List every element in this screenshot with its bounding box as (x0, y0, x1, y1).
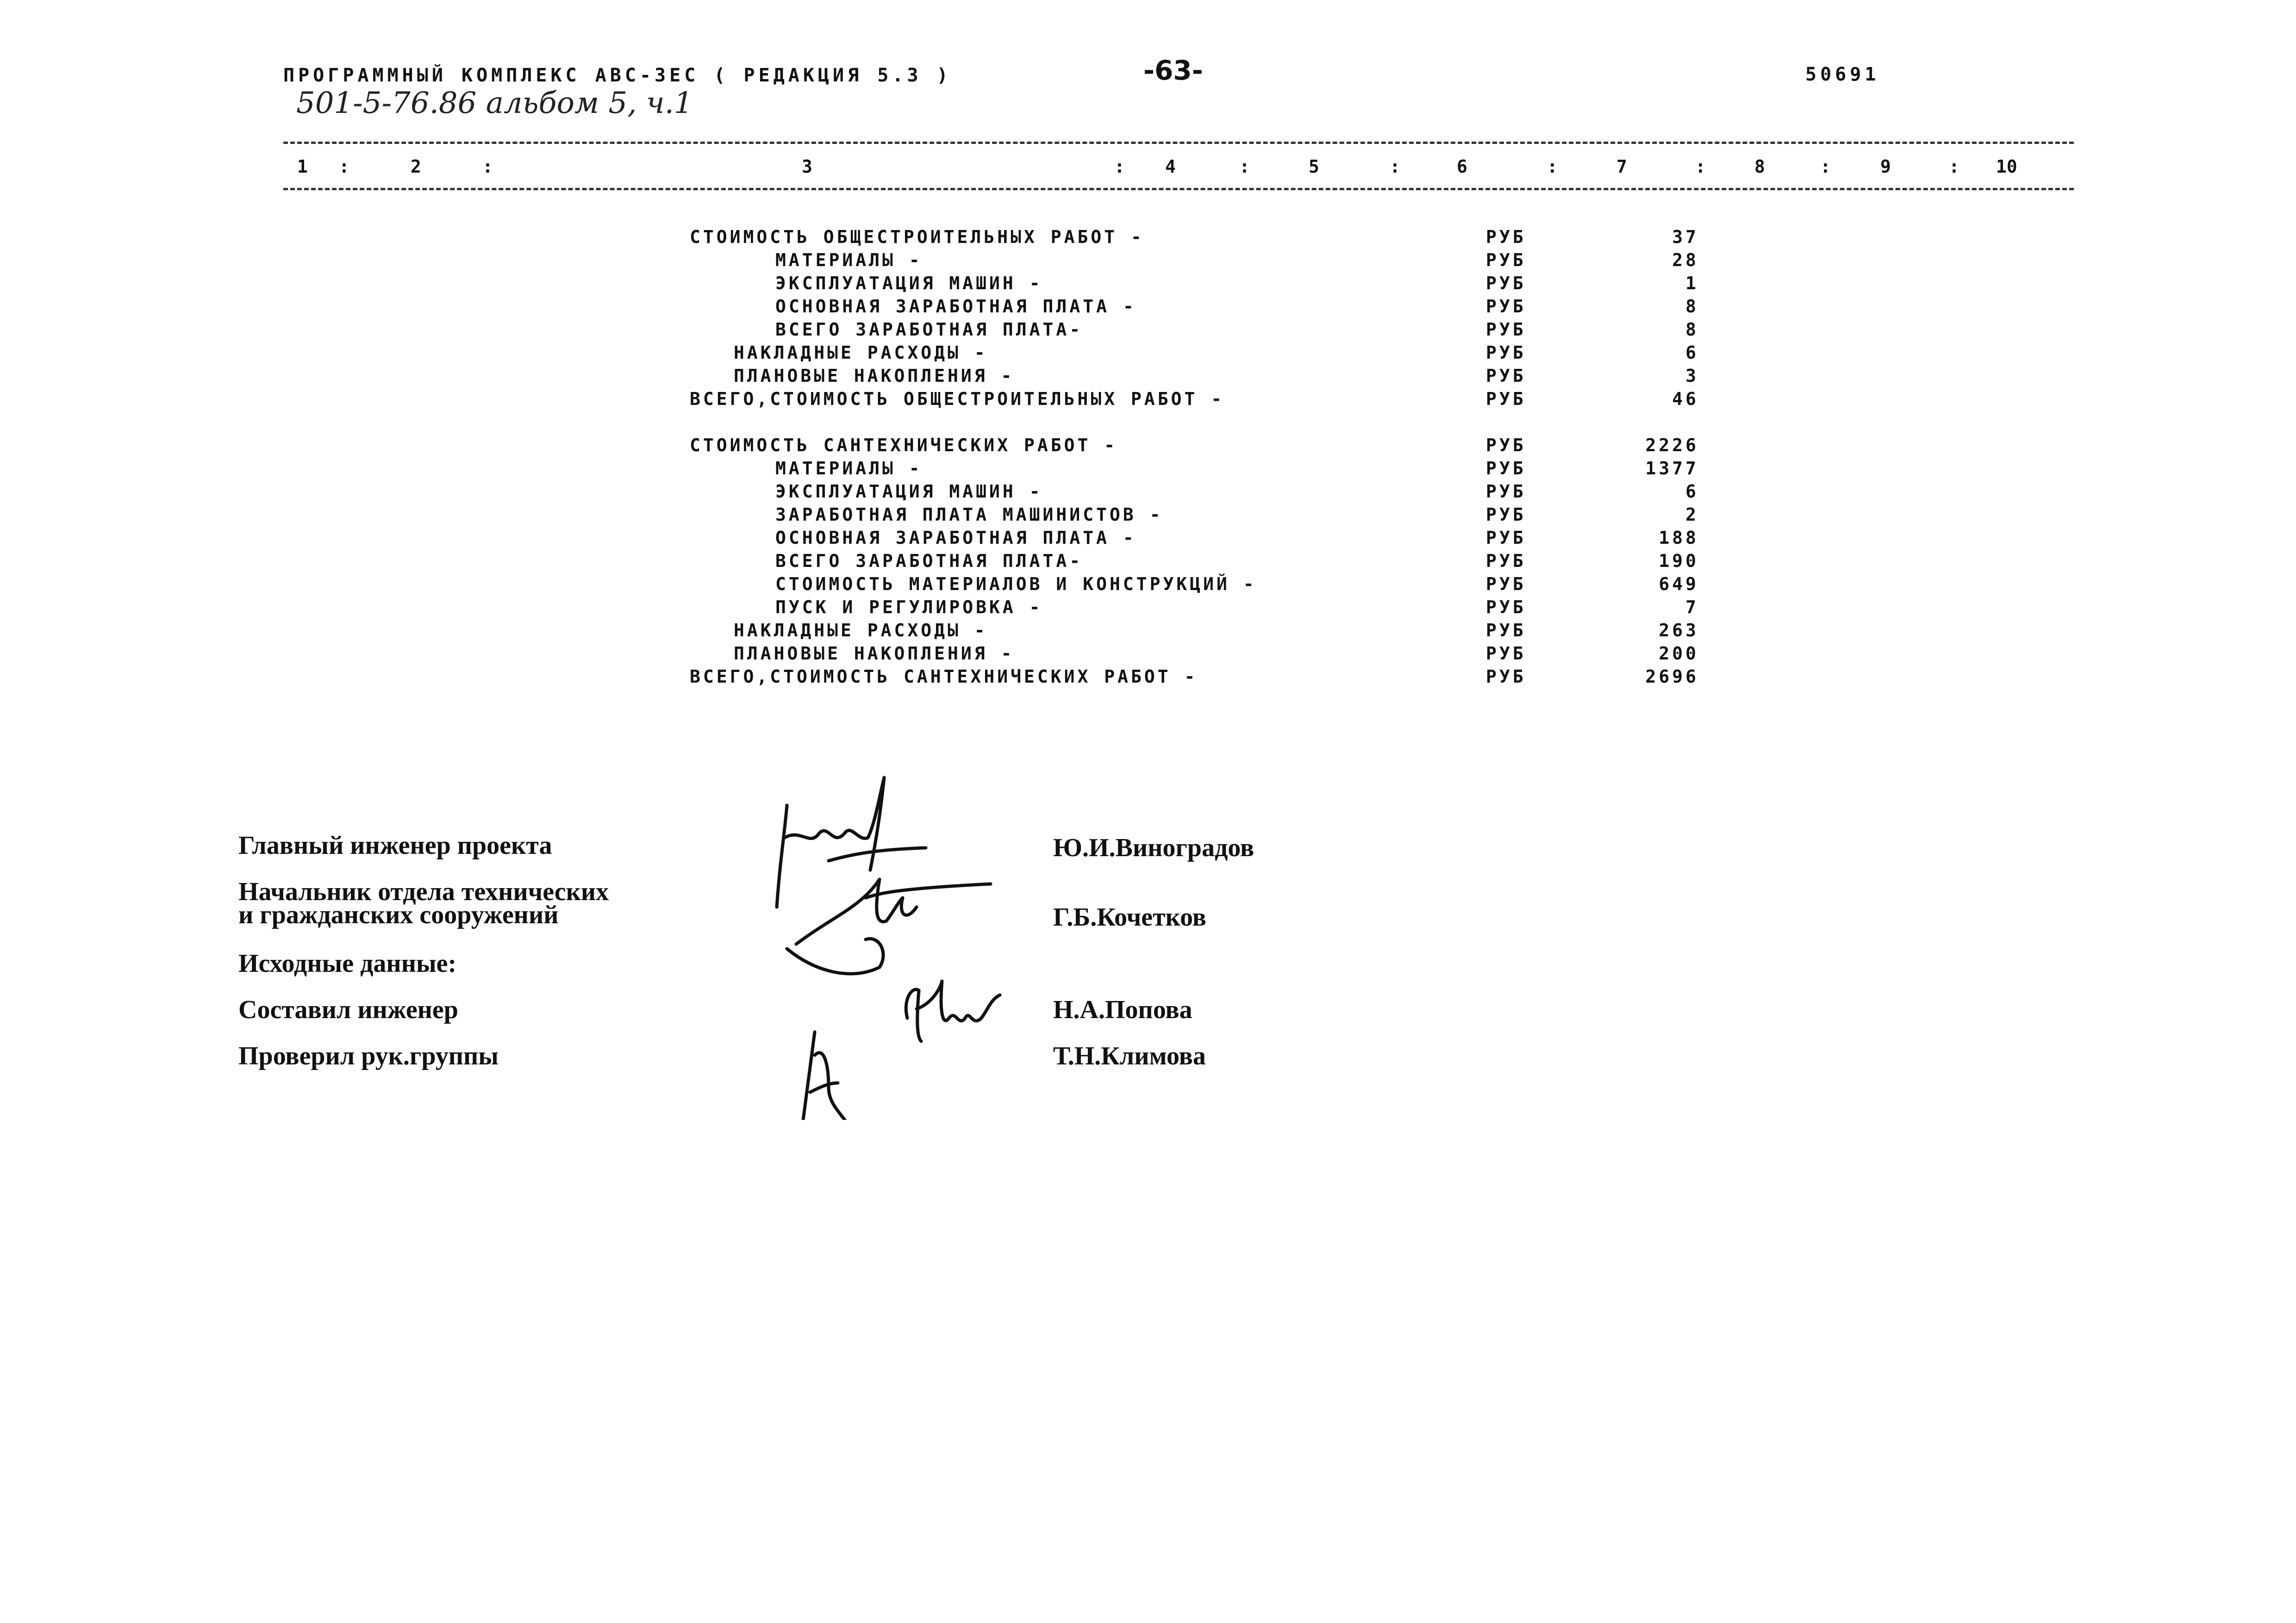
program-header: ПРОГРАММНЫЙ КОМПЛЕКС АВС-ЗЕС ( РЕДАКЦИЯ 5.3 ) (283, 65, 952, 86)
document-number: 50691 (1805, 64, 1880, 85)
col-7: 7 (1616, 156, 1627, 177)
top-dashed-rule (283, 142, 2074, 144)
signature-popova (906, 981, 1000, 1041)
compiled-by-title: Составил инженер (238, 995, 458, 1024)
column-number-header (283, 150, 2074, 178)
col-3: 3 (802, 156, 812, 177)
signature-vinogradov (777, 777, 926, 907)
col-sep: : (1695, 156, 1706, 177)
col-sep: : (1949, 156, 1959, 177)
col-4: 4 (1165, 156, 1176, 177)
col-5: 5 (1309, 156, 1319, 177)
col-10: 10 (1996, 156, 2017, 177)
col-sep: : (339, 156, 349, 177)
checked-by-title: Проверил рук.группы (238, 1042, 499, 1070)
compiled-by-name: Н.А.Попова (1053, 995, 1192, 1024)
col-1: 1 (297, 156, 308, 177)
col-sep: : (1547, 156, 1558, 177)
col-8: 8 (1754, 156, 1765, 177)
chief-engineer-name: Ю.И.Виноградов (1053, 833, 1254, 862)
handwritten-reference: 501-5-76.86 альбом 5, ч.1 (296, 86, 693, 120)
col-9: 9 (1880, 156, 1891, 177)
source-data-label: Исходные данные: (238, 949, 457, 978)
col-2: 2 (411, 156, 421, 177)
col-sep: : (1239, 156, 1250, 177)
col-sep: : (482, 156, 493, 177)
page-number: -63- (1143, 55, 1203, 86)
col-sep: : (1114, 156, 1125, 177)
bottom-dashed-rule (283, 188, 2074, 190)
col-6: 6 (1457, 156, 1467, 177)
dept-head-title-line1: Начальник отдела технических (238, 877, 609, 906)
signature-kochetkov (787, 879, 991, 974)
col-sep: : (1820, 156, 1831, 177)
col-sep: : (1390, 156, 1400, 177)
dept-head-name: Г.Б.Кочетков (1053, 903, 1207, 932)
handwritten-signatures (759, 768, 1046, 1120)
dept-head-title-line2: и гражданских сооружений (238, 901, 559, 929)
checked-by-name: Т.Н.Климова (1053, 1042, 1206, 1070)
signature-klimova (803, 1032, 845, 1120)
chief-engineer-title: Главный инженер проекта (238, 831, 552, 860)
